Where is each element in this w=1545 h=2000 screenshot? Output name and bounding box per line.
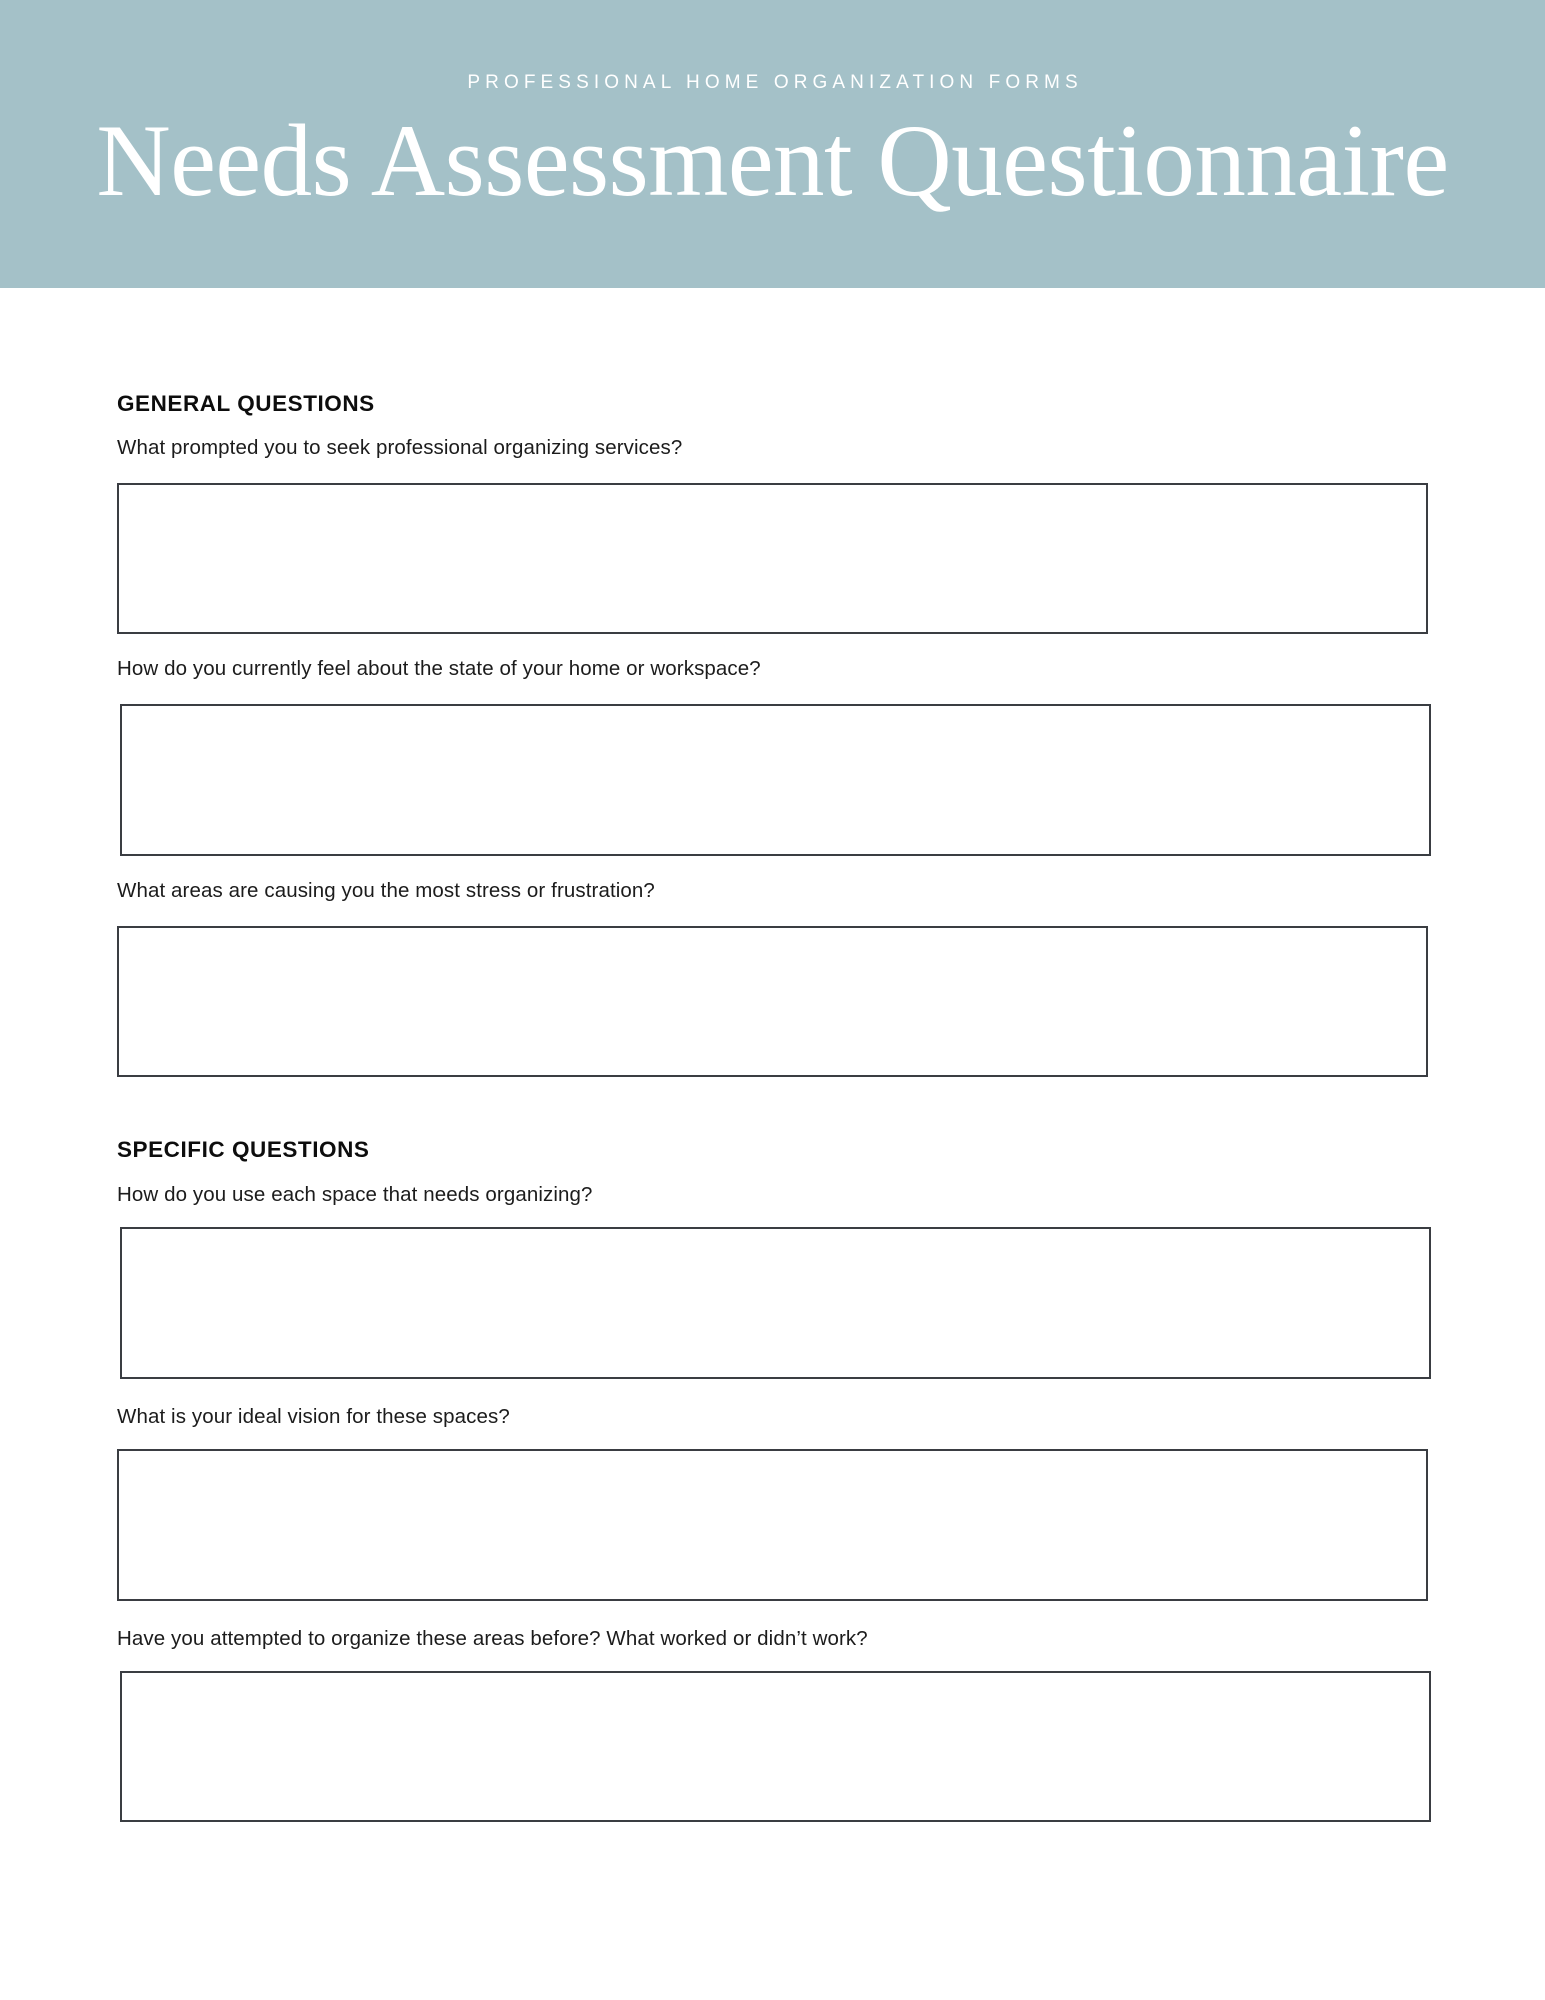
question-label-q2: How do you currently feel about the state of your home or workspace?: [117, 657, 761, 680]
answer-box-wrapper-q1[interactable]: [117, 483, 1428, 634]
answer-box-q4[interactable]: [120, 1227, 1431, 1379]
question-label-q3: What areas are causing you the most stress or frustration?: [117, 879, 655, 902]
answer-box-wrapper-q3[interactable]: [117, 926, 1428, 1077]
section-heading-general: GENERAL QUESTIONS: [117, 391, 375, 416]
header-eyebrow-text: PROFESSIONAL HOME ORGANIZATION FORMS: [467, 72, 1083, 93]
answer-box-q3[interactable]: [117, 926, 1428, 1077]
question-label-q1: What prompted you to seek professional organizing services?: [117, 436, 683, 459]
answer-box-q2[interactable]: [120, 704, 1431, 856]
answer-box-wrapper-q4[interactable]: [120, 1227, 1431, 1379]
page-header-band: [0, 0, 1545, 288]
answer-box-wrapper-q2[interactable]: [120, 704, 1431, 856]
answer-box-q1[interactable]: [117, 483, 1428, 634]
question-label-q5: What is your ideal vision for these spaces?: [117, 1405, 510, 1428]
section-heading-specific: SPECIFIC QUESTIONS: [117, 1137, 370, 1162]
page-title: Needs Assessment Questionnaire: [96, 104, 1449, 218]
answer-box-q6[interactable]: [120, 1671, 1431, 1822]
question-label-q4: How do you use each space that needs organizing?: [117, 1183, 593, 1206]
answer-box-wrapper-q5[interactable]: [117, 1449, 1428, 1601]
answer-box-wrapper-q6[interactable]: [120, 1671, 1431, 1822]
answer-box-q5[interactable]: [117, 1449, 1428, 1601]
question-label-q6: Have you attempted to organize these areas before? What worked or didn’t work?: [117, 1627, 868, 1650]
